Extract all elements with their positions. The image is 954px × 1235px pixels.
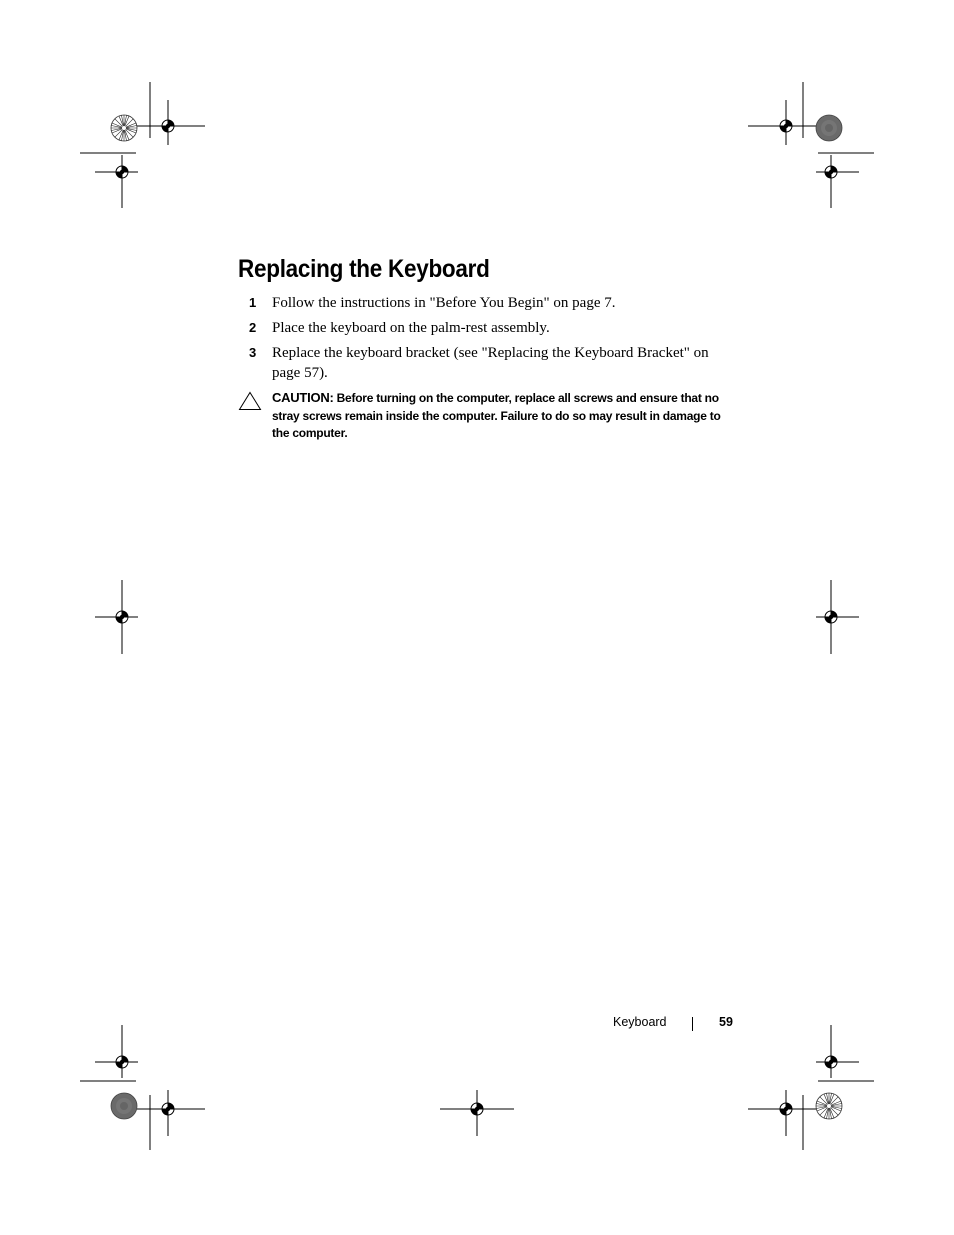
step-number: 3: [249, 345, 257, 360]
step-text: Follow the instructions in "Before You Begin" on page 7.: [272, 295, 616, 311]
step-text: Replace the keyboard bracket (see "Replacing the Keyboard Bracket" on page 57).: [272, 345, 709, 381]
step-number: 2: [249, 320, 257, 335]
footer-divider: [692, 1017, 693, 1031]
page-title: Replacing the Keyboard: [238, 255, 490, 283]
step-text: Place the keyboard on the palm-rest assembly.: [272, 320, 550, 336]
step-number: 1: [249, 295, 257, 310]
caution-triangle-icon: [238, 391, 262, 411]
page-number: 59: [719, 1015, 733, 1029]
caution-text: Before turning on the computer, replace all screws and ensure that no stray screws remain inside the computer. Failure to do so may result in damage to the computer.: [272, 391, 721, 440]
caution-label: CAUTION:: [272, 390, 334, 405]
footer-section-name: Keyboard: [613, 1015, 667, 1029]
caution-text-block: [272, 389, 738, 443]
